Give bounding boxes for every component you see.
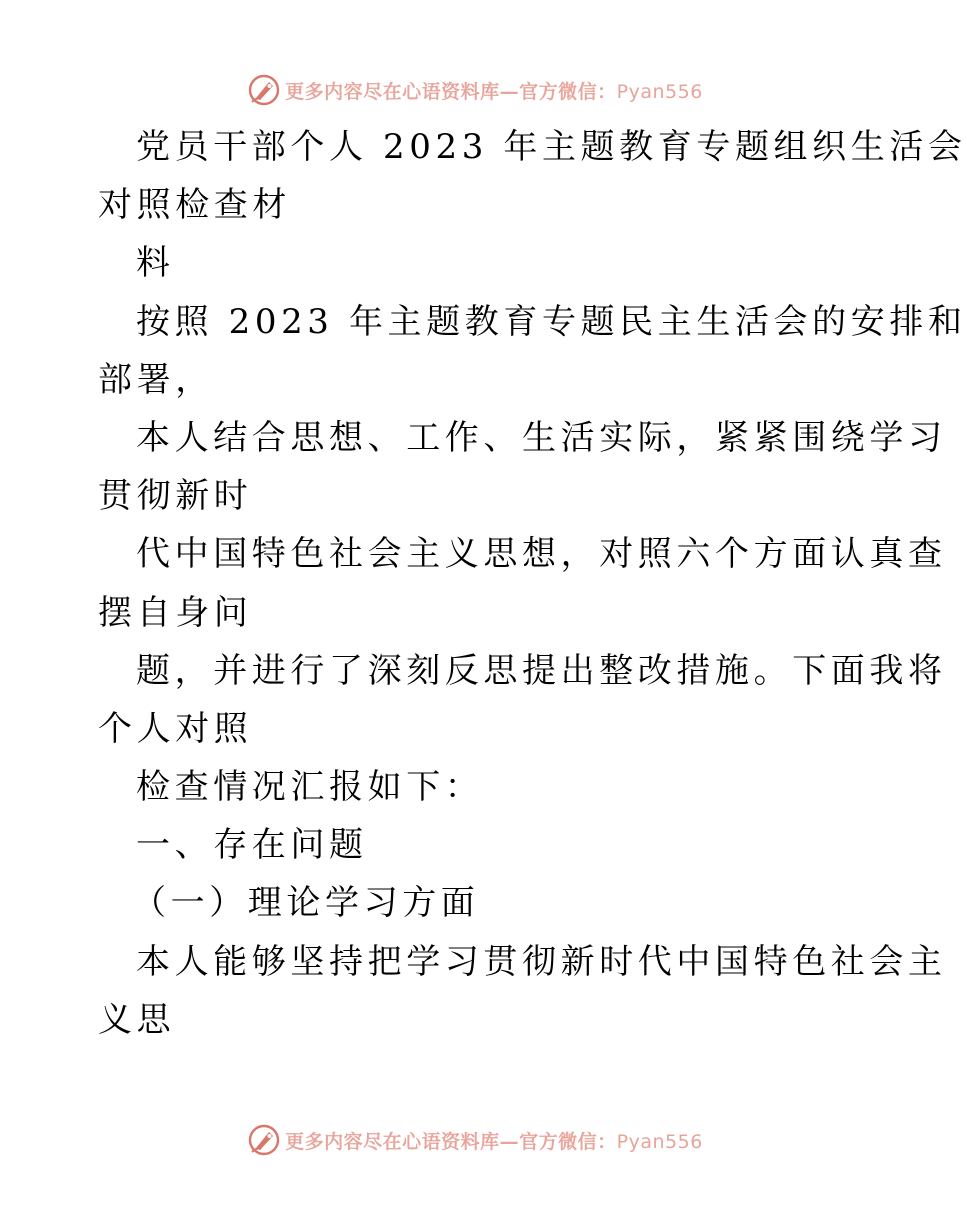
doc-paragraph-line: 本人能够坚持把学习贯彻新时代中国特色社会主 xyxy=(136,941,947,982)
doc-title-line-1: 党员干部个人 2023 年主题教育专题组织生活会 xyxy=(136,127,967,167)
doc-paragraph-line: 题，并进行了深刻反思提出整改措施。下面我将 xyxy=(136,650,947,691)
footer-banner-text: 更多内容尽在心语资料库—官方微信：Pyan556 xyxy=(285,1130,703,1153)
doc-paragraph-line: 代中国特色社会主义思想，对照六个方面认真查 xyxy=(136,534,947,575)
footer-banner xyxy=(0,1120,950,1160)
doc-paragraph-line: 摆自身问 xyxy=(98,592,253,633)
doc-paragraph-line: 检查情况汇报如下： xyxy=(136,767,484,808)
doc-title-line-2: 对照检查材 xyxy=(98,185,291,226)
doc-paragraph-line: 贯彻新时 xyxy=(98,476,253,517)
doc-paragraph-line: 义思 xyxy=(98,999,176,1040)
doc-title-line-3: 料 xyxy=(136,243,175,284)
pen-nib-logo-icon xyxy=(247,73,281,107)
footer-banner-handle: Pyan556 xyxy=(616,1130,703,1153)
header-banner xyxy=(0,70,950,110)
header-banner-text: 更多内容尽在心语资料库—官方微信：Pyan556 xyxy=(285,80,703,103)
subsection-heading: （一）理论学习方面 xyxy=(132,883,480,924)
doc-paragraph-line: 本人结合思想、工作、生活实际，紧紧围绕学习 xyxy=(136,417,947,458)
doc-paragraph-line: 个人对照 xyxy=(98,708,253,749)
document-body xyxy=(98,118,967,1049)
pen-nib-logo-icon xyxy=(247,1123,281,1157)
doc-paragraph-line: 部署， xyxy=(98,359,214,400)
header-banner-handle: Pyan556 xyxy=(616,80,703,103)
doc-paragraph-line: 按照 2023 年主题教育专题民主生活会的安排和 xyxy=(136,301,967,342)
section-heading: 一、存在问题 xyxy=(136,825,368,866)
